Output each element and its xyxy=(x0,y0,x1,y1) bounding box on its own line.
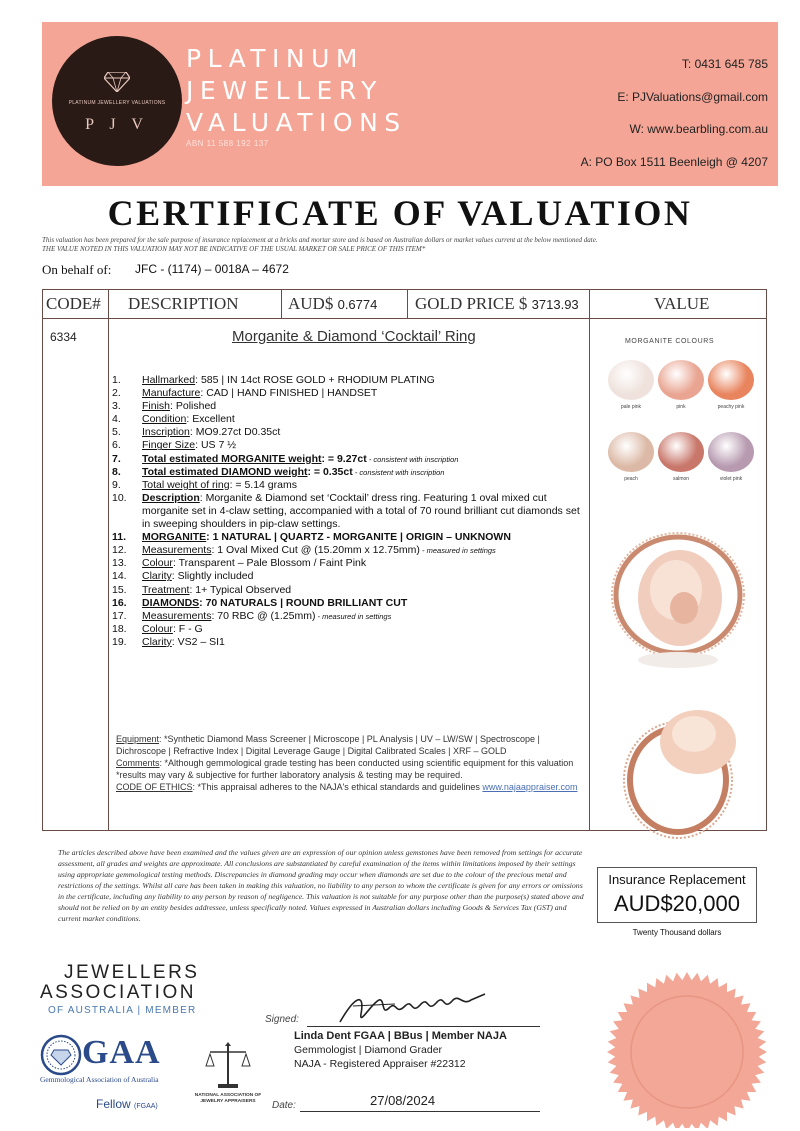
morganite-swatch-label: peach xyxy=(624,476,638,482)
detail-row xyxy=(112,479,588,492)
header-aud-value: 0.6774 xyxy=(337,297,378,312)
detail-label: Clarity xyxy=(142,570,172,583)
detail-label: Inscription xyxy=(142,426,190,439)
brand-line-3: VALUATIONS xyxy=(186,108,407,137)
detail-label: DIAMONDS xyxy=(142,596,200,609)
detail-row xyxy=(112,453,588,466)
pjv-logo xyxy=(52,36,182,166)
header-gold-value: 3713.93 xyxy=(531,297,579,312)
table-header-row xyxy=(42,289,767,319)
detail-label: Total estimated DIAMOND weight xyxy=(142,465,308,478)
comments-label: Comments xyxy=(116,758,160,768)
disclaimer-line-2: THE VALUE NOTED IN THIS VALUATION MAY NOT BE INDICATIVE OF THE USUAL MARKET OR SALE PRICE OF THIS ITEM* xyxy=(42,245,426,253)
detail-value: : = 9.27ct xyxy=(321,452,367,465)
detail-number: 4. xyxy=(112,413,121,426)
date-label: Date: xyxy=(272,1100,296,1111)
morganite-swatch xyxy=(708,432,754,472)
detail-row xyxy=(112,610,588,623)
logo-initials: P J V xyxy=(85,116,149,133)
ethics-label: CODE OF ETHICS xyxy=(116,782,193,792)
morganite-swatch-label: pink xyxy=(676,404,686,410)
detail-note: - measured in settings xyxy=(315,611,392,621)
detail-number: 13. xyxy=(112,557,127,570)
signer-name: Linda Dent FGAA | BBus | Member NAJA xyxy=(294,1030,507,1042)
detail-label: Total weight of ring xyxy=(142,478,230,491)
item-code: 6334 xyxy=(50,330,77,344)
ring-top-view xyxy=(612,533,744,657)
fine-print: The articles described above have been examined and the values given are an expression of our opinion unless gemstones have been removed from settings for accurate assessment, all grades and weights are approximate. All conclusions are substantiated by careful examination of the items within limitations imposed by their settings using appropriate gemmological testing methods. Discrepancies in diamond grading may occur when diamonds are set due to the colour of the precious metal and restrictions of the settings. Whilst all care has been taken in making this valuation, no liability to any person to whom the certificate is given for any errors or omissions in the certificate, including any liability to any person by reason of negligence. This valuation is not suitable for any purpose other than the purpose(s) stated above and should not be relied on by an entity besides addressee, unless specifically noted. Values expressed in Australian dollars including Goods & Services Tax (GST) and current market conditions. xyxy=(58,848,584,923)
detail-label: Clarity xyxy=(142,635,172,648)
detail-value: : 1 NATURAL | QUARTZ - MORGANITE | ORIGIN – UNKNOWN xyxy=(206,531,511,544)
detail-label: Description xyxy=(142,491,200,504)
detail-number: 3. xyxy=(112,400,121,413)
comments-text: : *Although gemmological grade testing has been conducted using scientific equipment for this valuation *results may vary & subjective for further laboratory analysis & testing may be required. xyxy=(116,758,574,780)
header-gold-label: GOLD PRICE $ xyxy=(415,294,528,313)
jaa-line-1: JEWELLERS xyxy=(64,962,200,983)
insurance-label: Insurance Replacement xyxy=(608,872,746,887)
jaa-line-2: ASSOCIATION xyxy=(40,982,196,1003)
equipment-text: : *Synthetic Diamond Mass Screener | Microscope | PL Analysis | UV – LW/SW | Spectroscope | Dichroscope | Refractive Index | Digital Leverage Gauge | Digital Calibrated Scales | XRF – GOLD xyxy=(116,734,540,756)
abn-number: ABN 11 588 192 137 xyxy=(186,139,269,148)
detail-number: 2. xyxy=(112,387,121,400)
header-aud xyxy=(288,289,377,318)
morganite-swatch xyxy=(658,360,704,400)
detail-row xyxy=(112,374,588,387)
ring-reflection xyxy=(638,652,718,668)
detail-label: Measurements xyxy=(142,609,212,622)
detail-value: : Excellent xyxy=(186,413,235,426)
detail-value: : Morganite & Diamond set ‘Cocktail’ dress ring. Featuring 1 oval mixed cut morganite set in 4-claw setting, accompanied with a total of 70 round brilliant cut diamonds set in sweeping shoulders in pip-claw settings. xyxy=(142,491,580,531)
notes-block xyxy=(116,733,591,793)
item-title: Morganite & Diamond ‘Cocktail’ Ring xyxy=(232,328,476,345)
morganite-swatch xyxy=(708,360,754,400)
detail-number: 18. xyxy=(112,622,127,635)
morganite-swatch-label: peachy pink xyxy=(717,404,745,410)
date-value: 27/08/2024 xyxy=(370,1093,436,1108)
detail-label: Total estimated MORGANITE weight xyxy=(142,452,322,465)
signature-line xyxy=(307,1026,540,1027)
fellow-suffix: (FGAA) xyxy=(134,1103,158,1110)
detail-number: 9. xyxy=(112,478,121,491)
gaa-fellow xyxy=(96,1097,158,1111)
header-aud-label: AUD$ xyxy=(288,294,334,313)
header-code: CODE# xyxy=(46,294,101,313)
gaa-abbr: GAA xyxy=(82,1034,161,1071)
detail-value: : 585 | IN 14ct ROSE GOLD + RHODIUM PLATING xyxy=(195,374,435,386)
detail-row xyxy=(112,636,588,649)
detail-label: Manufacture xyxy=(142,387,201,400)
detail-label: Measurements xyxy=(142,544,212,557)
contact-email: E: PJValuations@gmail.com xyxy=(617,90,768,104)
detail-row xyxy=(112,492,588,531)
morganite-colours-title: MORGANITE COLOURS xyxy=(625,338,715,345)
signed-label: Signed: xyxy=(265,1014,299,1025)
detail-row xyxy=(112,387,588,400)
ring-side-view xyxy=(624,710,736,838)
detail-value: : VS2 – SI1 xyxy=(171,635,225,648)
detail-row xyxy=(112,557,588,570)
disclaimer-line-1: This valuation has been prepared for the sale purpose of insurance replacement at a bricks and mortar store and is based on Australian dollars or market values current at the below mentioned date. xyxy=(42,236,598,244)
header-gold xyxy=(415,289,579,318)
detail-row xyxy=(112,570,588,583)
detail-number: 19. xyxy=(112,635,127,648)
diamond-icon xyxy=(104,72,130,92)
detail-number: 11. xyxy=(112,531,127,544)
item-details-list xyxy=(112,374,588,649)
morganite-swatch-label: violet pink xyxy=(719,476,743,482)
morganite-swatch-label: salmon xyxy=(672,476,690,482)
morganite-swatch xyxy=(608,432,654,472)
detail-value: : CAD | HAND FINISHED | HANDSET xyxy=(200,387,378,400)
detail-value: : 70 NATURALS | ROUND BRILLIANT CUT xyxy=(199,596,408,609)
gaa-full-name: Gemmological Association of Australia xyxy=(40,1075,159,1084)
detail-value: : 1 Oval Mixed Cut @ (15.20mm x 12.75mm) xyxy=(211,544,420,557)
contact-phone: T: 0431 645 785 xyxy=(681,57,768,71)
naja-scales-icon xyxy=(204,1040,252,1092)
detail-label: MORGANITE xyxy=(142,531,207,544)
equipment-label: Equipment xyxy=(116,734,160,744)
header-value: VALUE xyxy=(654,294,710,313)
detail-row xyxy=(112,466,588,479)
ethics-text: : *This appraisal adheres to the NAJA's ethical standards and guidelines xyxy=(192,782,483,792)
behalf-label: On behalf of: xyxy=(42,262,112,277)
behalf-value: JFC - (1174) – 0018A – 4672 xyxy=(135,262,289,276)
naja-link[interactable]: www.najaappraiser.com xyxy=(482,782,578,792)
naja-text: NATIONAL ASSOCIATION OF JEWELRY APPRAISERS xyxy=(194,1093,262,1104)
detail-value: : = 5.14 grams xyxy=(229,478,297,491)
detail-number: 17. xyxy=(112,609,127,622)
fellow-label: Fellow xyxy=(96,1097,131,1111)
insurance-words: Twenty Thousand dollars xyxy=(632,928,722,937)
detail-value: : = 0.35ct xyxy=(307,465,353,478)
ring-photos xyxy=(598,520,758,840)
detail-number: 5. xyxy=(112,426,121,439)
seal-stamp xyxy=(582,968,778,1128)
detail-row xyxy=(112,623,588,636)
contact-web: W: www.bearbling.com.au xyxy=(629,122,768,136)
detail-row xyxy=(112,439,588,452)
detail-number: 7. xyxy=(112,452,121,465)
detail-row xyxy=(112,531,588,544)
detail-row xyxy=(112,584,588,597)
jaa-line-3: OF AUSTRALIA | MEMBER xyxy=(48,1005,197,1016)
detail-value: : 70 RBC @ (1.25mm) xyxy=(211,609,316,622)
detail-value: : Transparent – Pale Blossom / Faint Pink xyxy=(172,557,367,570)
morganite-swatch-label: pale pink xyxy=(620,404,641,410)
detail-label: Condition xyxy=(142,413,187,426)
detail-note: - measured in settings xyxy=(419,546,496,556)
certificate-title: CERTIFICATE OF VALUATION xyxy=(107,193,693,233)
detail-row xyxy=(112,426,588,439)
signer-registration: NAJA - Registered Appraiser #22312 xyxy=(294,1058,466,1070)
detail-value: : F - G xyxy=(172,622,203,635)
detail-label: Treatment xyxy=(142,583,190,596)
detail-row xyxy=(112,544,588,557)
logo-small-text: PLATINUM JEWELLERY VALUATIONS xyxy=(68,100,166,106)
signature xyxy=(335,986,505,1028)
detail-number: 14. xyxy=(112,570,127,583)
detail-label: Colour xyxy=(142,622,173,635)
detail-row xyxy=(112,413,588,426)
detail-number: 16. xyxy=(112,596,127,609)
header-description: DESCRIPTION xyxy=(128,294,239,313)
detail-note: - consistent with inscription xyxy=(352,467,445,477)
detail-label: Colour xyxy=(142,557,173,570)
disclaimer xyxy=(42,236,778,254)
detail-value: : 1+ Typical Observed xyxy=(189,583,292,596)
morganite-swatch xyxy=(608,360,654,400)
detail-value: : US 7 ½ xyxy=(195,439,236,452)
contact-address: A: PO Box 1511 Beenleigh @ 4207 xyxy=(580,155,768,169)
date-line xyxy=(300,1111,540,1112)
detail-number: 15. xyxy=(112,583,127,596)
morganite-swatch xyxy=(658,432,704,472)
detail-row xyxy=(112,400,588,413)
detail-number: 8. xyxy=(112,465,121,478)
detail-value: : Polished xyxy=(170,400,217,413)
insurance-value: AUD$20,000 xyxy=(614,891,740,916)
brand-line-1: PLATINUM xyxy=(186,44,364,73)
detail-value: : Slightly included xyxy=(171,570,254,583)
gaa-emblem-icon xyxy=(40,1034,82,1076)
brand-line-2: JEWELLERY xyxy=(186,76,383,105)
detail-label: Finish xyxy=(142,400,171,413)
detail-number: 12. xyxy=(112,544,127,557)
signer-title: Gemmologist | Diamond Grader xyxy=(294,1044,443,1056)
detail-label: Finger Size xyxy=(142,439,196,452)
detail-number: 1. xyxy=(112,374,121,386)
column-divider xyxy=(108,290,109,830)
detail-number: 10. xyxy=(112,491,127,504)
detail-value: : MO9.27ct D0.35ct xyxy=(189,426,281,439)
detail-row xyxy=(112,597,588,610)
detail-number: 6. xyxy=(112,439,121,452)
detail-label: Hallmarked xyxy=(142,374,196,386)
detail-note: - consistent with inscription xyxy=(366,454,459,464)
